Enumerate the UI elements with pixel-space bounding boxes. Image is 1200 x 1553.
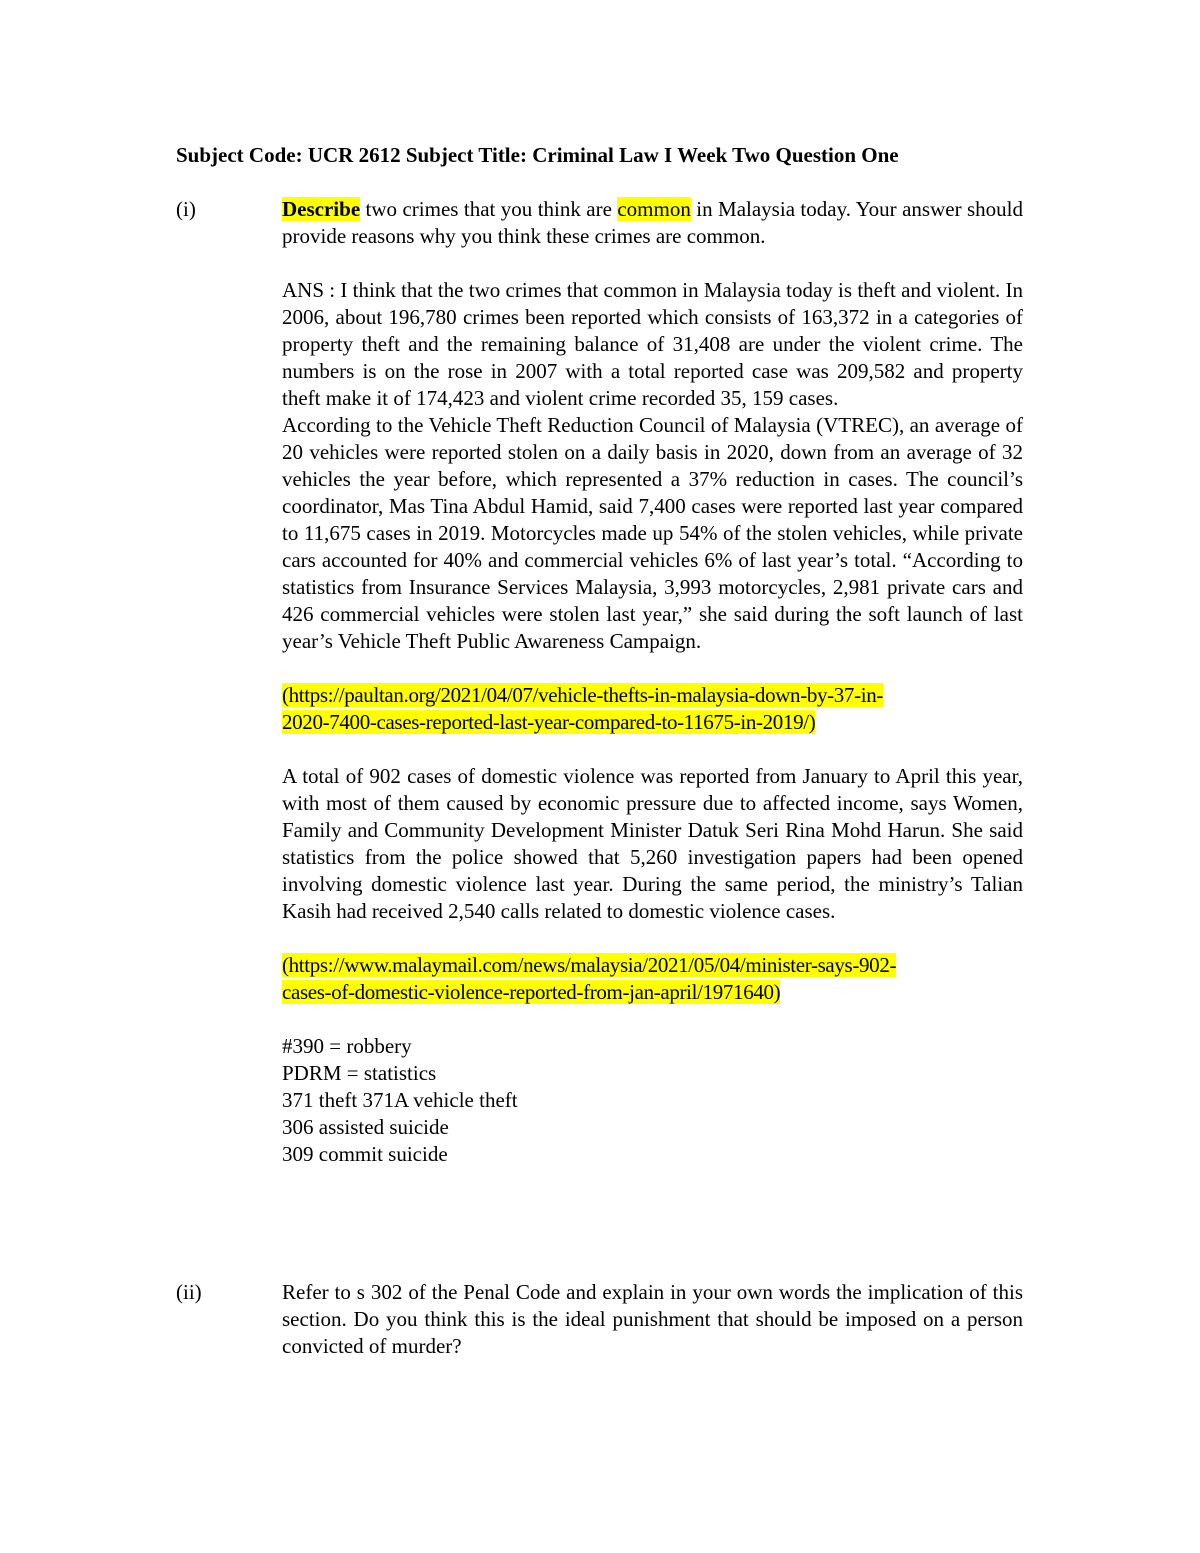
answer-paragraph-crime-stats: ANS : I think that the two crimes that common in Malaysia today is theft and violent. In 2006, about 196,780 crimes been reported which consists of 163,372 in a categories of property theft and the remaining balance of 31,408 are under the violent crime. The numbers is on the rose in 2007 with a total reported case was 209,582 and property theft make it of 174,423 and violent crime recorded 35, 159 cases. [282,278,1023,410]
source-link-malaymail-line-1[interactable]: (https://www.malaymail.com/news/malaysia/2021/05/04/minister-says-902- [282,953,897,977]
question-i-number: (i) [176,197,196,221]
source-link-paultan-line-2[interactable]: 2020-7400-cases-reported-last-year-compared-to-11675-in-2019/) [282,710,816,734]
question-i-body [282,196,1023,1168]
note-line: #390 = robbery [282,1034,412,1058]
question-i-prompt [282,196,1023,250]
note-line: PDRM = statistics [282,1061,437,1085]
question-ii-text: Refer to s 302 of the Penal Code and explain in your own words the implication of this section. Do you think this is the ideal punishment that should be imposed on a person convicted of murder? [282,1280,1023,1358]
highlight-common: common [617,197,691,221]
source-link-paultan-line-1[interactable]: (https://paultan.org/2021/04/07/vehicle-thefts-in-malaysia-down-by-37-in- [282,683,884,707]
highlight-describe: Describe [282,197,361,221]
page-title: Subject Code: UCR 2612 Subject Title: Criminal Law I Week Two Question One [176,143,899,167]
source-link-malaymail-line-2[interactable]: cases-of-domestic-violence-reported-from-jan-april/1971640) [282,980,781,1004]
prompt-text-1: two crimes that you think are [360,197,618,221]
answer-paragraph-vehicle-theft: According to the Vehicle Theft Reduction Council of Malaysia (VTREC), an average of 20 vehicles were reported stolen on a daily basis in 2020, down from an average of 32 vehicles the year before, which represented a 37% reduction in cases. The council’s coordinator, Mas Tina Abdul Hamid, said 7,400 cases were reported last year compared to 11,675 cases in 2019. Motorcycles made up 54% of the stolen vehicles, while private cars accounted for 40% and commercial vehicles 6% of last year’s total. “According to statistics from Insurance Services Malaysia, 3,993 motorcycles, 2,981 private cars and 426 commercial vehicles were stolen last year,” she said during the soft launch of last year’s Vehicle Theft Public Awareness Campaign. [282,413,1023,653]
question-ii-body [282,1279,1023,1360]
note-line: 309 commit suicide [282,1142,448,1166]
note-line: 306 assisted suicide [282,1115,449,1139]
note-line: 371 theft 371A vehicle theft [282,1088,518,1112]
prompt-text-2: in Malaysia today. Your answer should provide reasons why you think these crimes are common. [282,197,1023,248]
answer-paragraph-domestic-violence: A total of 902 cases of domestic violence was reported from January to April this year, with most of them caused by economic pressure due to affected income, says Women, Family and Community Development Minister Datuk Seri Rina Mohd Harun. She said statistics from the police showed that 5,260 investigation papers had been opened involving domestic violence last year. During the same period, the ministry’s Talian Kasih had received 2,540 calls related to domestic violence cases. [282,764,1023,923]
question-ii-number: (ii) [176,1280,202,1304]
